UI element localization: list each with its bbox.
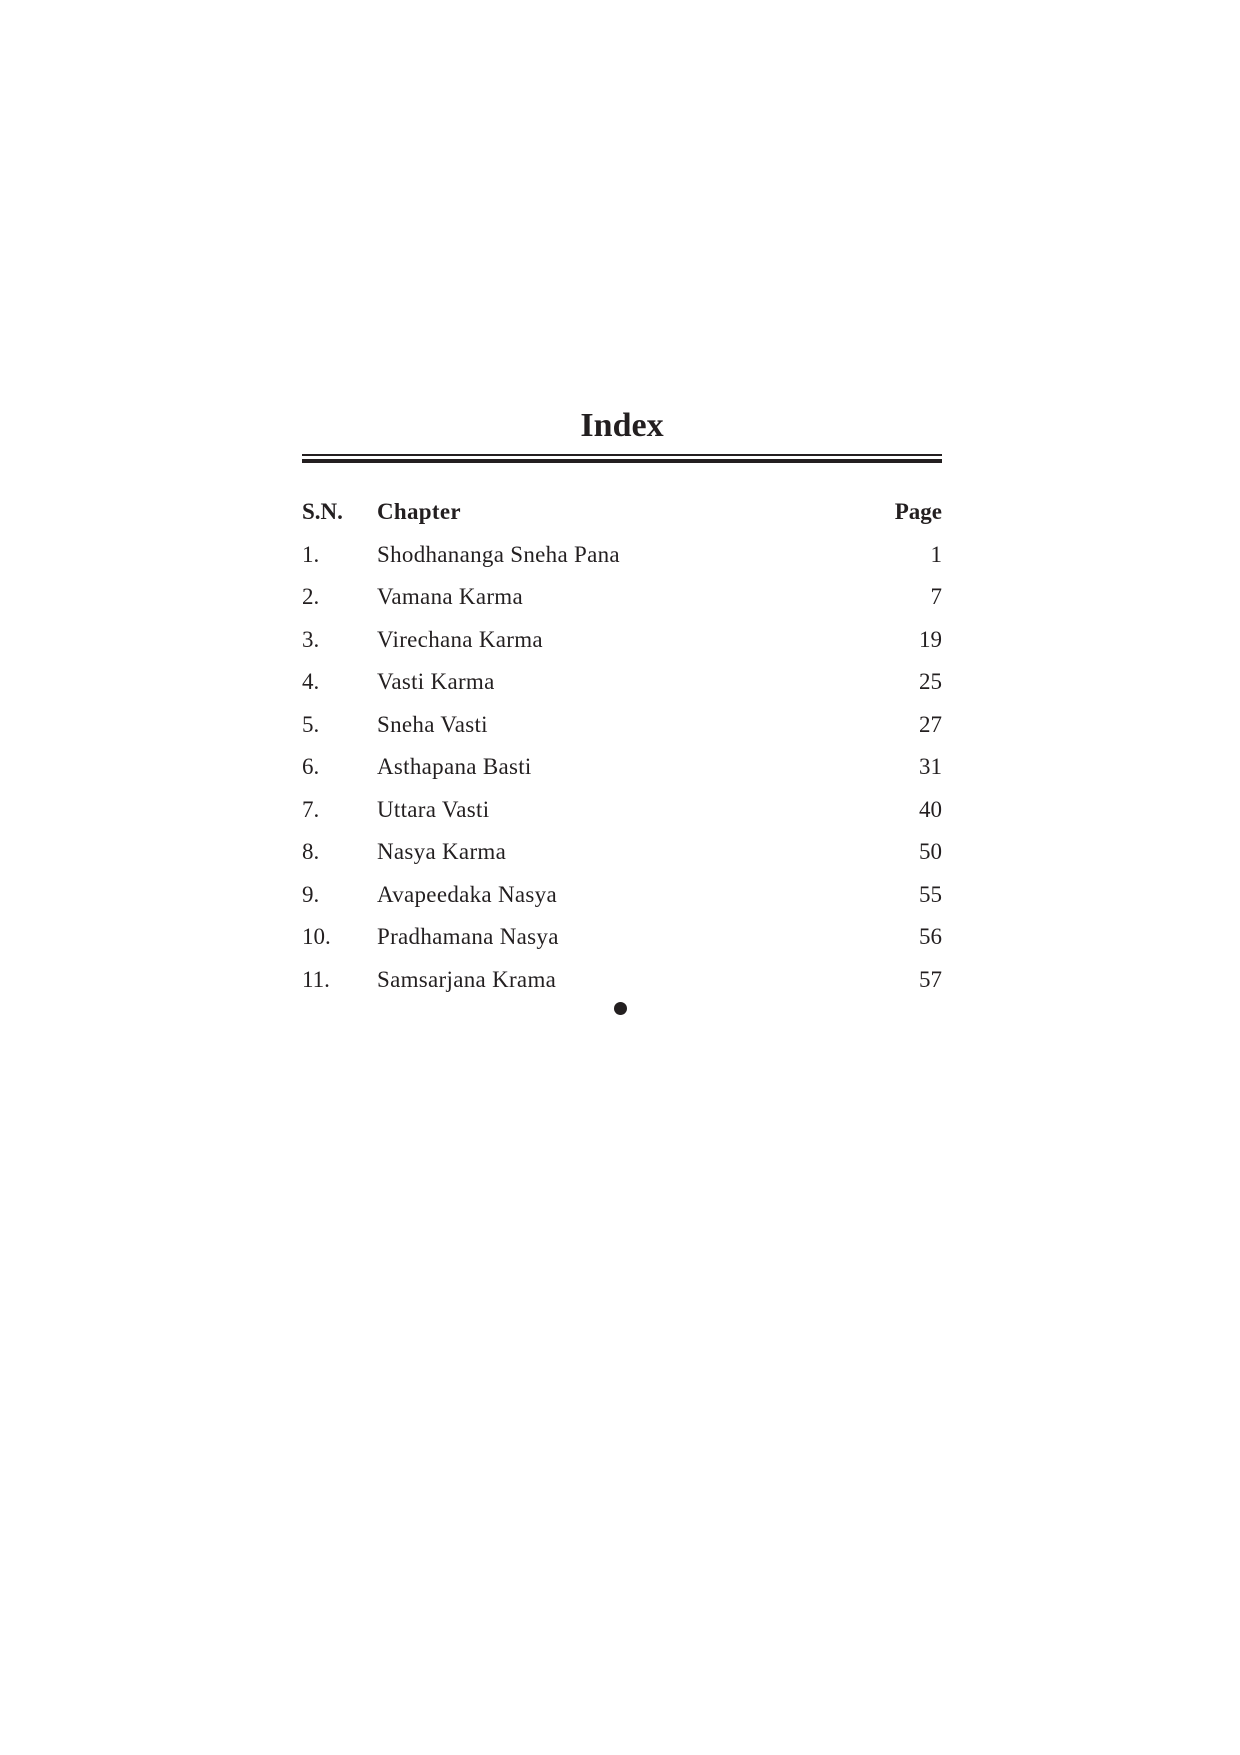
entry-page: 31 <box>919 754 942 779</box>
entry-number: 7. <box>302 796 320 822</box>
entry-number: 10. <box>302 924 331 949</box>
table-header-row <box>302 491 942 534</box>
entry-number: 4. <box>302 669 320 694</box>
index-table <box>302 491 942 1001</box>
entry-page: 57 <box>919 966 942 992</box>
entry-number: 8. <box>302 839 320 864</box>
table-row <box>302 916 942 959</box>
page-title: Index <box>580 407 664 444</box>
entry-page: 7 <box>930 584 942 609</box>
table-row <box>302 959 942 1002</box>
entry-number: 1. <box>302 541 320 567</box>
column-header-sn: S.N. <box>302 499 343 524</box>
entry-page: 50 <box>919 839 942 864</box>
entry-number: 3. <box>302 626 320 652</box>
table-row <box>302 576 942 619</box>
table-row <box>302 746 942 789</box>
entry-page: 55 <box>919 881 942 907</box>
entry-number: 5. <box>302 711 320 737</box>
table-row <box>302 874 942 917</box>
entry-number: 6. <box>302 754 320 779</box>
entry-chapter: Vasti Karma <box>377 669 495 694</box>
entry-page: 1 <box>930 541 942 567</box>
entry-chapter: Sneha Vasti <box>377 711 488 737</box>
entry-chapter: Pradhamana Nasya <box>377 924 559 949</box>
table-row <box>302 789 942 832</box>
entry-chapter: Samsarjana Krama <box>377 966 557 992</box>
title-divider-thick <box>302 459 942 463</box>
column-header-chapter: Chapter <box>377 499 461 524</box>
entry-chapter: Asthapana Basti <box>377 754 532 779</box>
entry-number: 2. <box>302 584 320 609</box>
column-header-page: Page <box>894 499 942 524</box>
end-bullet-icon <box>614 1002 627 1015</box>
table-row <box>302 534 942 577</box>
entry-chapter: Avapeedaka Nasya <box>377 881 557 907</box>
table-row <box>302 704 942 747</box>
table-row <box>302 831 942 874</box>
entry-number: 9. <box>302 881 320 907</box>
entry-number: 11. <box>302 966 330 992</box>
entry-chapter: Vamana Karma <box>377 584 524 609</box>
entry-chapter: Virechana Karma <box>377 626 543 652</box>
title-divider-thin <box>302 454 942 456</box>
entry-page: 27 <box>919 711 942 737</box>
entry-chapter: Nasya Karma <box>377 839 507 864</box>
entry-chapter: Shodhananga Sneha Pana <box>377 541 620 567</box>
index-block <box>302 400 942 1001</box>
table-row <box>302 619 942 662</box>
entry-chapter: Uttara Vasti <box>377 796 490 822</box>
entry-page: 56 <box>919 924 942 949</box>
entry-page: 19 <box>919 626 942 652</box>
table-row <box>302 661 942 704</box>
entry-page: 40 <box>919 796 942 822</box>
entry-page: 25 <box>919 669 942 694</box>
